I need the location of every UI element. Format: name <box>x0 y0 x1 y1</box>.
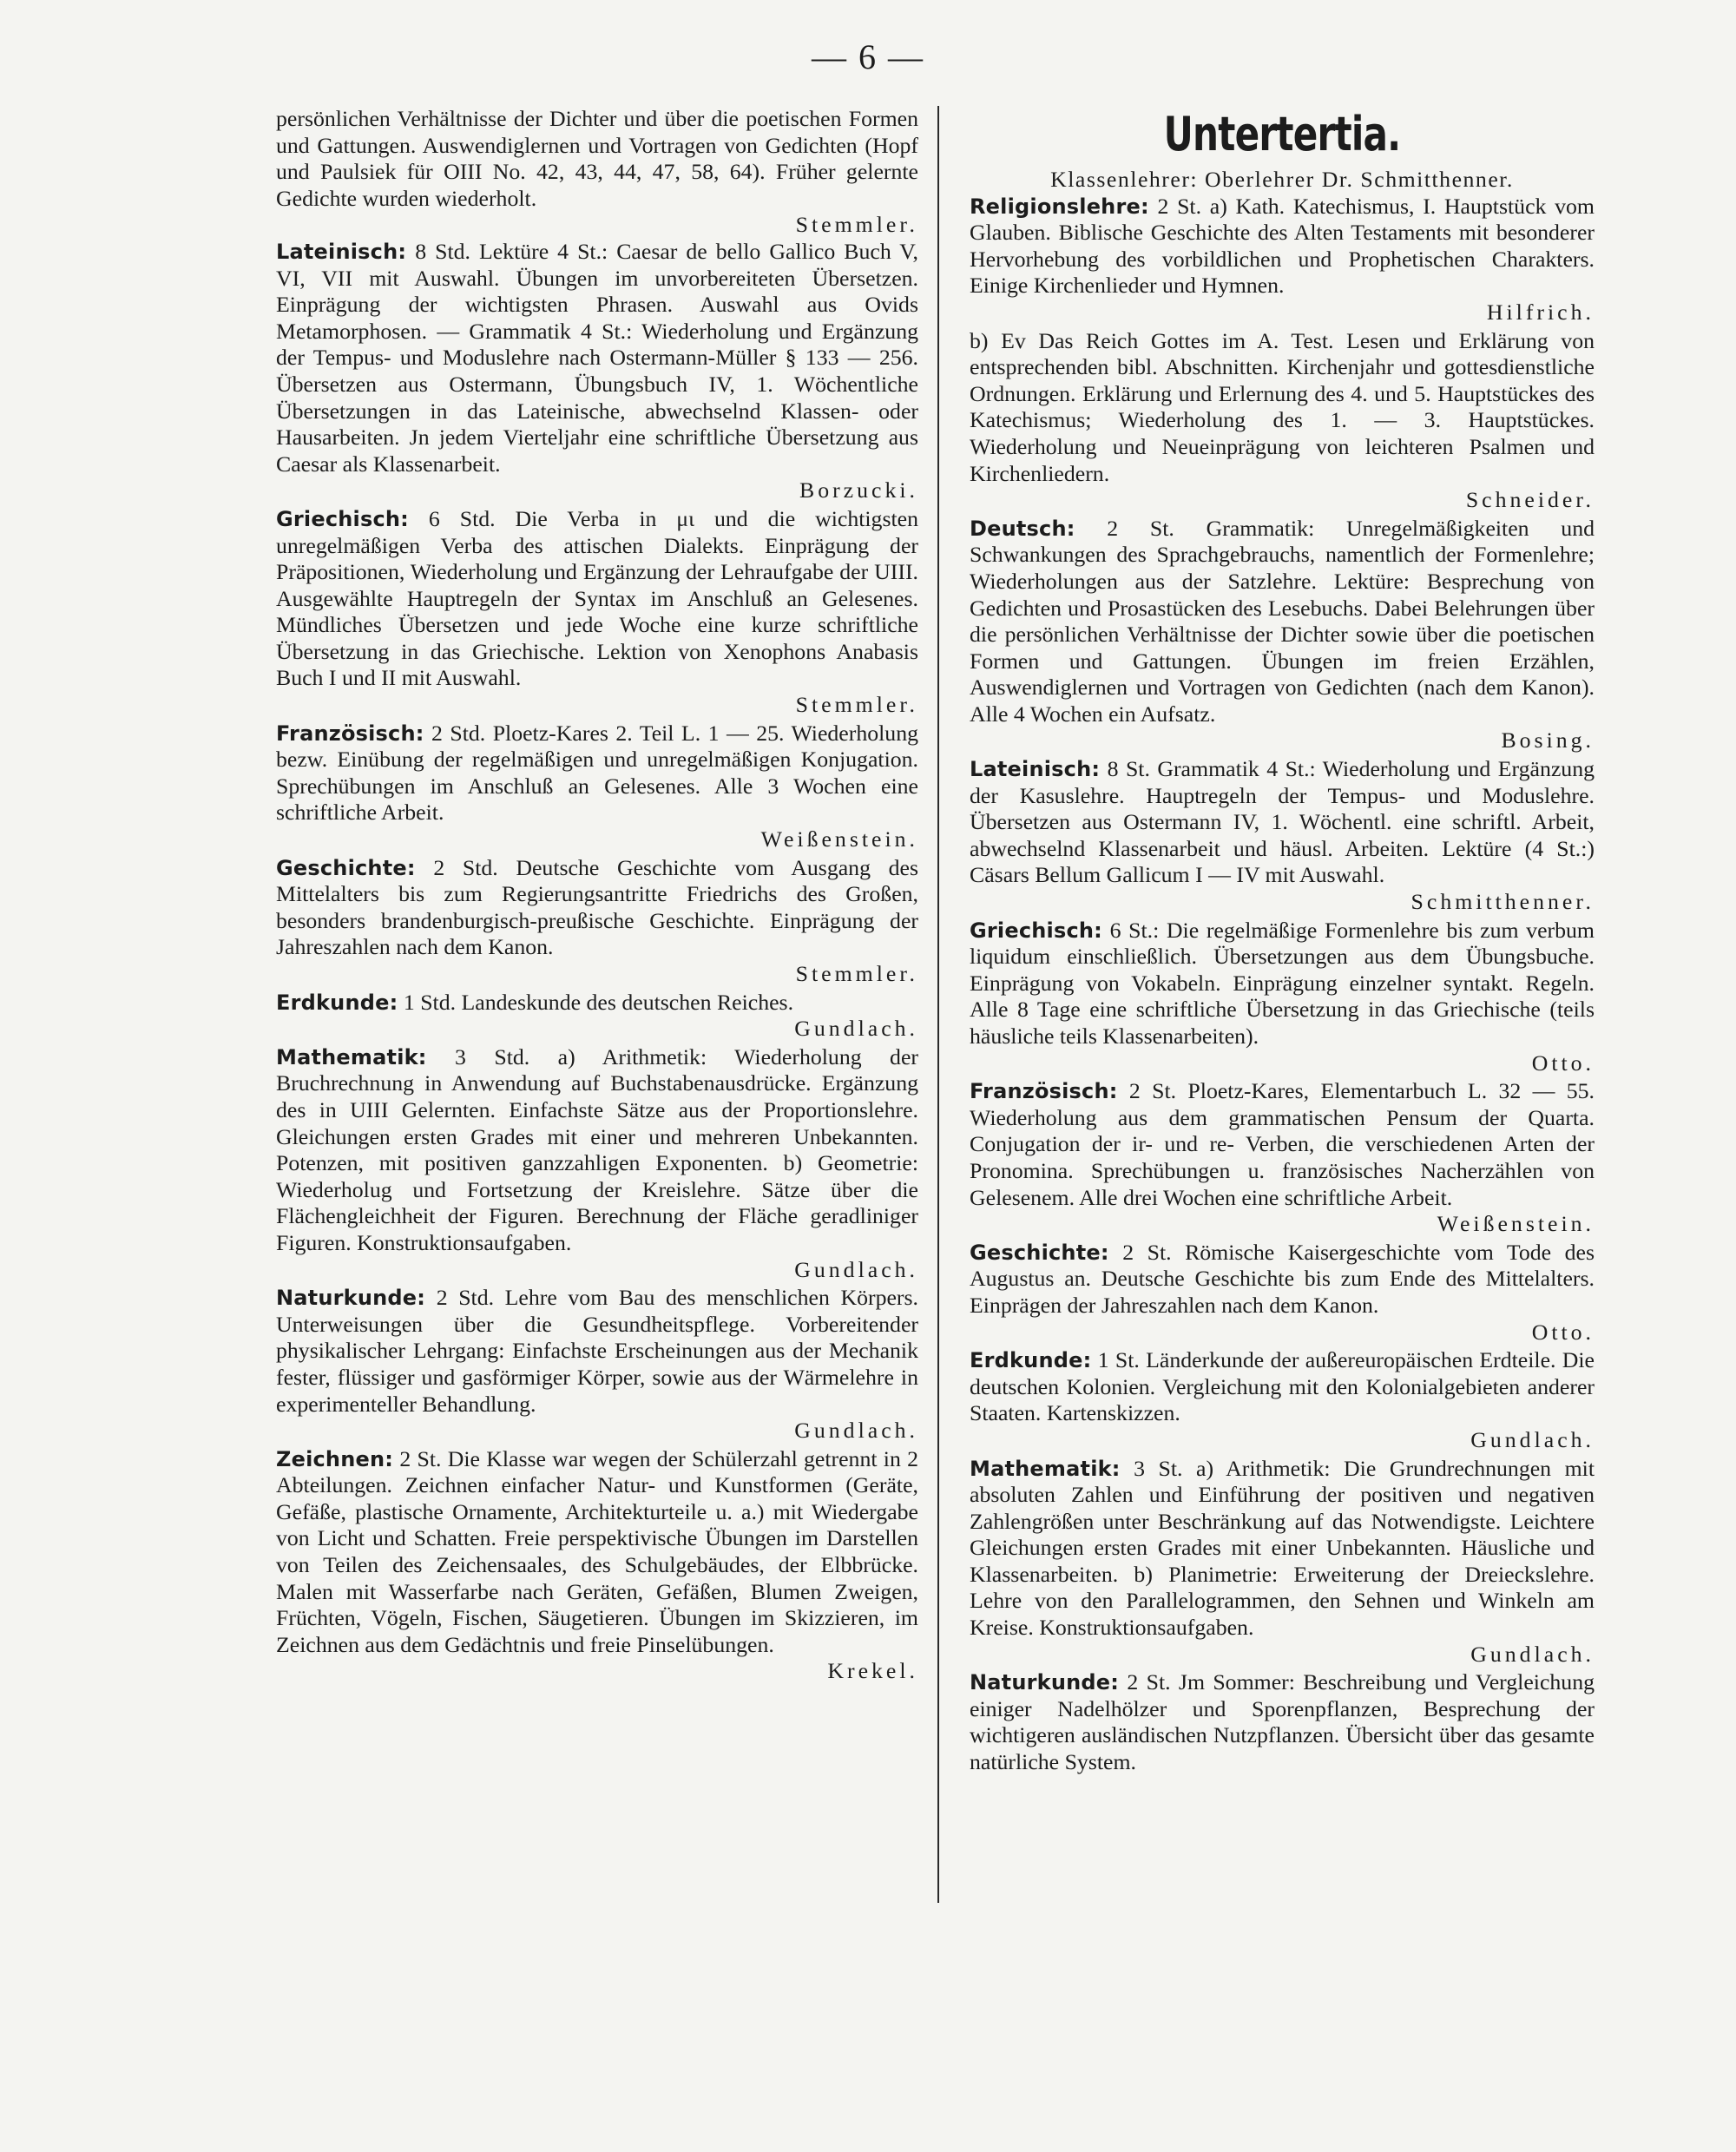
teacher-name: Krekel. <box>827 1658 918 1684</box>
subject-entry <box>970 1347 1595 1453</box>
class-teacher: Klassenlehrer: Oberlehrer Dr. Schmitthenner. <box>1050 167 1514 192</box>
subject-heading: Lateinisch: <box>970 757 1101 782</box>
subject-text: 8 St. Grammatik 4 St.: Wiederholung und Ergänzung der Kasuslehre. Hauptregeln der Tempus- und Moduslehre. Übersetzen aus Ostermann IV, 1. Wöchentl. eine schriftl. Arbeit, abwechselnd Klassenarbeit und häusl. Arbeiten. Lektüre (4 St.:) Cäsars Bellum Gallicum I — IV mit Auswahl. <box>970 756 1595 888</box>
subject-entry <box>276 1044 918 1283</box>
teacher-name: Gundlach. <box>1470 1641 1595 1667</box>
subject-heading: Lateinisch: <box>276 239 407 264</box>
subject-heading: Griechisch: <box>970 918 1102 943</box>
subject-entry <box>276 239 918 504</box>
teacher-name: Schmitthenner. <box>1410 889 1595 915</box>
subject-text: 2 St. a) Kath. Katechismus, I. Hauptstück vom Glauben. Biblische Geschichte des Alten Testaments mit besonderer Hervorhebung des vorbildlichen und Prophetischen Charakters. Einige Kirchenlieder und Hymnen. <box>970 193 1595 299</box>
subject-entry <box>970 918 1595 1077</box>
column-divider <box>937 106 939 1903</box>
subject-entry <box>276 1285 918 1445</box>
subject-heading: Griechisch: <box>276 506 409 531</box>
teacher-name: Hilfrich. <box>1486 299 1595 325</box>
teacher-name: Weißenstein. <box>760 826 918 852</box>
teacher-name: Bosing. <box>1501 727 1595 754</box>
subject-entry <box>970 1240 1595 1346</box>
subject-heading: Erdkunde: <box>276 990 398 1015</box>
subject-heading: Naturkunde: <box>276 1286 426 1311</box>
teacher-name: Gundlach. <box>1470 1426 1595 1452</box>
teacher-name: Weißenstein. <box>1437 1211 1595 1237</box>
subject-entry <box>276 506 918 719</box>
subject-entry <box>970 194 1595 326</box>
subject-entry <box>276 855 918 988</box>
subject-heading: Mathematik: <box>276 1044 427 1069</box>
subject-text: 2 Std. Deutsche Geschichte vom Ausgang des Mittelalters bis zum Regierungsantritte Friedrichs des Großen, besonders brandenburgisch-preußische Geschichte. Einprägung der Jahreszahlen nach dem Kanon. <box>276 854 919 960</box>
subject-heading: Geschichte: <box>276 855 416 880</box>
teacher-name: Otto. <box>1531 1319 1595 1345</box>
subject-heading: Geschichte: <box>970 1240 1109 1265</box>
subject-text: b) Ev Das Reich Gottes im A. Test. Lesen und Erklärung von entsprechenden bibl. Abschnitten. Kirchenjahr und gottesdienstliche Ordnungen. Erklärung und Erlernung des 4. und 5. Hauptstückes des Katechismus; Wiederholung des 1. — 3. Hauptstückes. Wiederholung und Neueinprägung von leichteren Psalmen und Kirchenliedern. <box>970 327 1595 486</box>
subject-text: 3 St. a) Arithmetik: Die Grundrechnungen mit absoluten Zahlen und Einführung der positiven und negativen Zahlengrößen unter Beschränkung auf das Notwendigste. Leichtere Gleichungen ersten Grades mit einer Unbekannten. Häusliche und Klassenarbeiten. b) Planimetrie: Erweiterung der Dreieckslehre. Lehre von den Parallelogrammen, den Sehnen und Winkeln am Kreise. Konstruktionsaufgaben. <box>970 1455 1595 1641</box>
subject-text: 1 Std. Landeskunde des deutschen Reiches. <box>403 989 794 1015</box>
subject-text: 2 St. Die Klasse war wegen der Schülerzahl getrennt in 2 Abteilungen. Zeichnen einfacher Natur- und Kunstformen (Geräte, Gefäße, plastische Ornamente, Architekturteile u. a.) mit Wiedergabe von Licht und Schatten. Freie perspektivische Übungen im Darstellen von Teilen des Zeichensaales, des Schulgebäudes, der Elbbrücke. Malen mit Wasserfarbe nach Geräten, Gefäßen, Blumen Zweigen, Früchten, Vögeln, Fischen, Säugetieren. Übungen im Skizzieren, im Zeichnen aus dem Gedächtnis und freie Pinselübungen. <box>276 1445 919 1657</box>
subject-heading: Französisch: <box>970 1079 1118 1104</box>
subject-text: 2 St. Römische Kaisergeschichte vom Tode des Augustus an. Deutsche Geschichte bis zum Ende des Mittelalters. Einprägen der Jahreszahlen nach dem Kanon. <box>970 1239 1595 1318</box>
subject-text: 2 St. Ploetz-Kares, Elementarbuch L. 32 — 55. Wiederholung aus dem grammatischen Pensum der Quarta. Conjugation der ir- und re- Verben, die verschiedenen Arten der Pronomina. Sprechübungen u. französisches Nacherzählen von Gelesenem. Alle drei Wochen eine schriftliche Arbeit. <box>970 1078 1595 1210</box>
subject-heading: Naturkunde: <box>970 1670 1120 1695</box>
subject-text: 2 Std. Ploetz-Kares 2. Teil L. 1 — 25. Wiederholung bezw. Einübung der regelmäßigen und unregelmäßigen Konjugation. Sprechübungen im Anschluß an Gelesenes. Alle 3 Wochen eine schriftliche Arbeit. <box>276 720 918 826</box>
left-entries <box>276 239 918 1685</box>
teacher-name: Gundlach. <box>794 1016 918 1042</box>
subject-heading: Zeichnen: <box>276 1446 394 1471</box>
subject-entry <box>970 328 1595 514</box>
left-column <box>276 106 918 1685</box>
subject-entry <box>276 990 918 1043</box>
subject-heading: Mathematik: <box>970 1456 1121 1481</box>
right-column <box>970 106 1595 1776</box>
teacher-name: Stemmler. <box>795 961 918 986</box>
subject-text: 3 Std. a) Arithmetik: Wiederholung der Bruchrechnung in Anwendung auf Buchstabenausdrücke. Ergänzung des in UIII Gelernten. Einfachste Sätze aus der Proportionslehre. Gleichungen ersten Grades mit einer und mehreren Unbekannten. Potenzen, mit positiven ganzzahligen Exponenten. b) Geometrie: Wiederholug und Fortsetzung der Kreislehre. Sätze über die Flächengleichheit der Figuren. Berechnung der Fläche geradliniger Figuren. Konstruktionsaufgaben. <box>276 1043 919 1255</box>
subject-entry <box>276 1446 918 1685</box>
teacher-name: Schneider. <box>1465 487 1595 513</box>
teacher-name: Otto. <box>1531 1050 1595 1076</box>
subject-entry <box>970 516 1595 754</box>
subject-heading: Französisch: <box>276 721 424 746</box>
subject-entry <box>970 756 1595 916</box>
teacher-name: Stemmler. <box>795 212 918 238</box>
subject-entry <box>970 1669 1595 1775</box>
subject-heading: Erdkunde: <box>970 1348 1092 1373</box>
subject-entry <box>970 1078 1595 1238</box>
teacher-name: Gundlach. <box>794 1256 918 1282</box>
subject-text: 6 St.: Die regelmäßige Formenlehre bis zum verbum liquidum einschließlich. Übersetzungen aus dem Übungsbuche. Einprägung von Vokabeln. Einprägung einzelner syntakt. Regeln. Alle 8 Tage eine schriftliche Übersetzung in das Griechische (teils häusliche teils Klassenarbeiten). <box>970 917 1595 1049</box>
teacher-name: Gundlach. <box>794 1418 918 1444</box>
teacher-name: Stemmler. <box>795 692 918 718</box>
subject-entry <box>276 721 918 853</box>
intro-text: persönlichen Verhältnisse der Dichter und über die poetischen Formen und Gattungen. Auswendiglernen und Vortragen von Gedichten (Hopf und Paulsiek für OIII No. 42, 43, 44, 47, 58, 64). Früher gelernte Gedichte wurden wiederholt. <box>276 106 918 211</box>
subject-heading: Religionslehre: <box>970 194 1149 219</box>
subject-text: 2 Std. Lehre vom Bau des menschlichen Körpers. Unterweisungen über die Gesundheitspflege. Vorbereitender physikalischer Lehrgang: Einfachste Erscheinungen aus der Mechanik fester, flüssiger und gasförmiger Körper, sowie aus der Wärmelehre in experimenteller Behandlung. <box>276 1285 919 1417</box>
subject-entry <box>970 1456 1595 1668</box>
page-number: — 6 — <box>812 37 924 76</box>
intro-paragraph <box>276 106 918 239</box>
right-entries <box>970 194 1595 1776</box>
subject-text: 8 Std. Lektüre 4 St.: Caesar de bello Gallico Buch V, VI, VII mit Auswahl. Übungen im unvorbereiteten Übersetzen. Einprägung der wichtigsten Phrasen. Auswahl aus Ovids Metamorphosen. — Grammatik 4 St.: Wiederholung und Ergänzung der Tempus- und Moduslehre nach Ostermann-Müller § 133 — 256. Übersetzen aus Ostermann, Übungsbuch IV, 1. Wöchentliche Übersetzungen in das Lateinische, abwechselnd Klassen- oder Hausarbeiten. Jn jedem Vierteljahr eine schriftliche Übersetzung aus Caesar als Klassenarbeit. <box>276 238 919 477</box>
subject-text: 6 Std. Die Verba in μι und die wichtigsten unregelmäßigen Verba des attischen Dialekts. Einprägung der Präpositionen, Wiederholung und Ergänzung der Lehraufgabe der UIII. Ausgewählte Hauptregeln der Syntax im Anschluß an Gelesenes. Mündliches Übersetzen und jede Woche eine kurze schriftliche Übersetzung in das Griechische. Lektion von Xenophons Anabasis Buch I und II mit Auswahl. <box>276 505 919 691</box>
subject-text: 1 St. Länderkunde der außereuropäischen Erdteile. Die deutschen Kolonien. Vergleichung mit den Kolonialgebieten anderer Staaten. Kartenskizzen. <box>970 1347 1595 1426</box>
subject-text: 2 St. Grammatik: Unregelmäßigkeiten und Schwankungen des Sprachgebrauchs, namentlich der Formenlehre; Wiederholungen aus der Satzlehre. Lektüre: Besprechung von Gedichten und Prosastücken des Lesebuchs. Dabei Belehrungen über die persönlichen Verhältnisse der Dichter sowie über die poetischen Formen und Gattungen. Übungen im freien Erzählen, Auswendiglernen und Vortragen von Gedichten (nach dem Kanon). Alle 4 Wochen ein Aufsatz. <box>970 515 1595 727</box>
subject-text: 2 St. Jm Sommer: Beschreibung und Vergleichung einiger Nadelhölzer und Sporenpflanzen, Besprechung der wichtigeren ausländischen Nutzpflanzen. Übersicht über das gesamte natürliche System. <box>970 1669 1595 1775</box>
teacher-name: Borzucki. <box>799 477 918 503</box>
subject-heading: Deutsch: <box>970 516 1075 541</box>
section-title: Untertertia. <box>1163 107 1401 161</box>
